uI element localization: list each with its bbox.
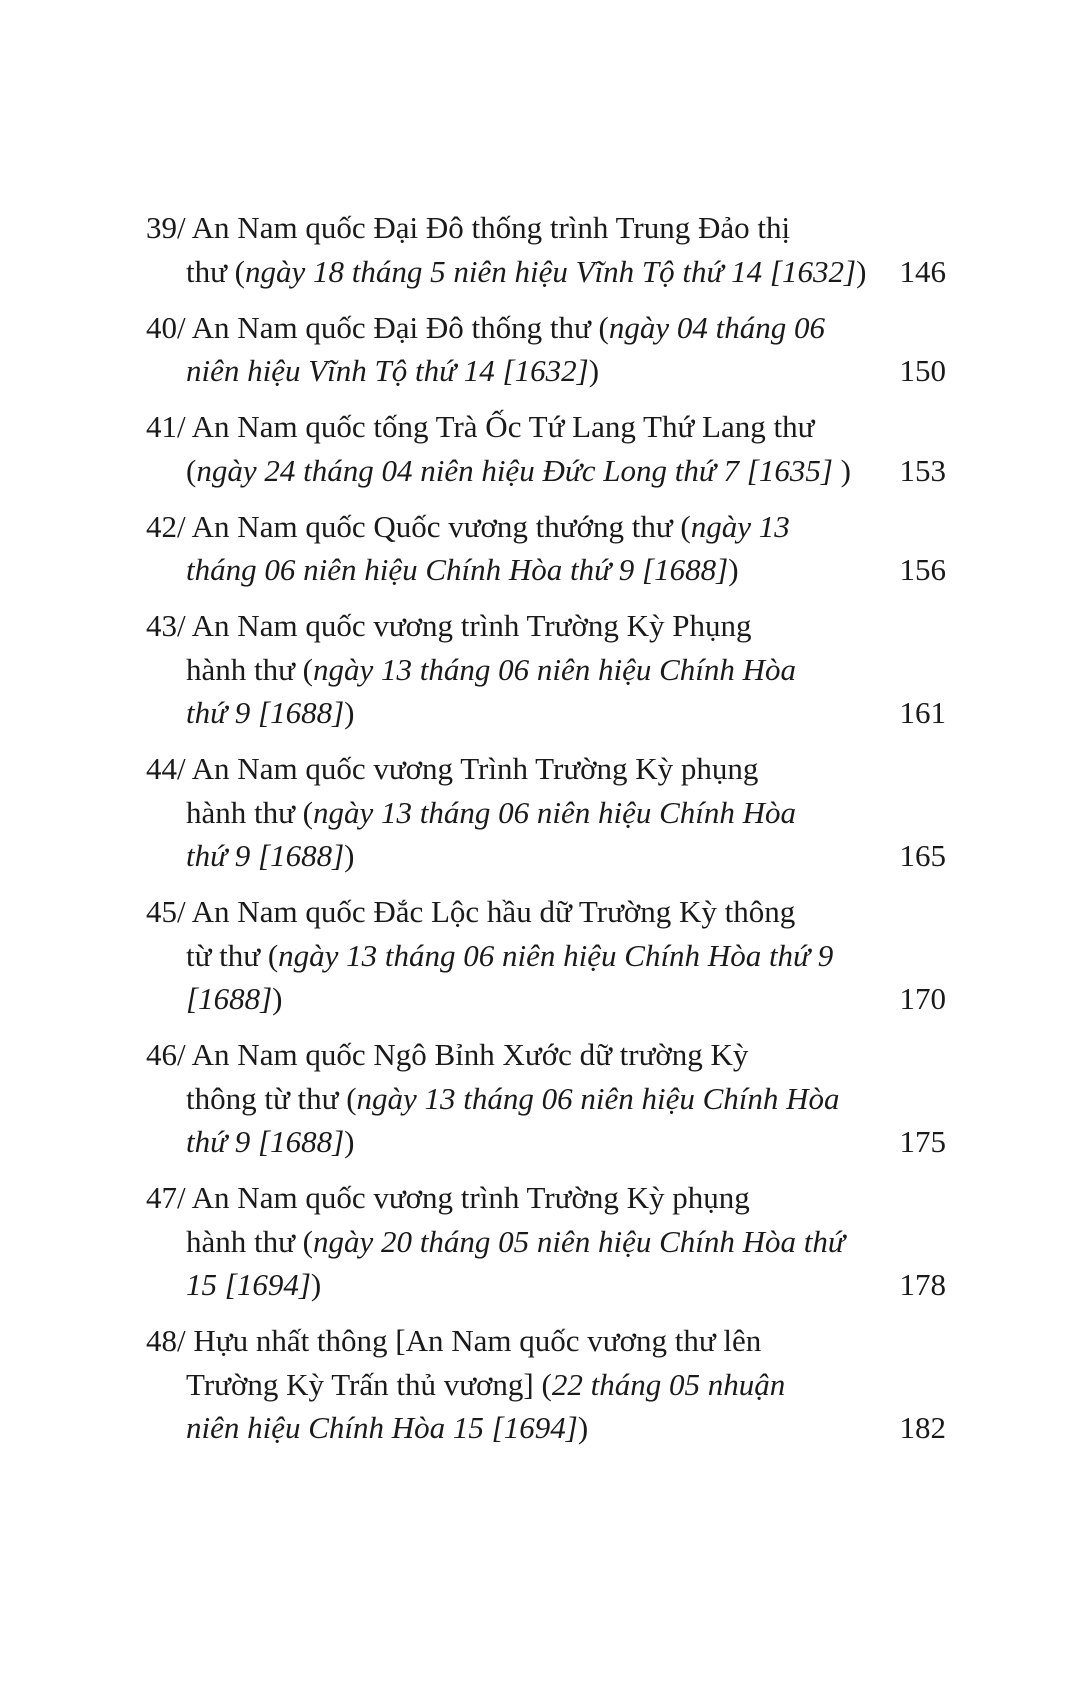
entry-date-italic: 15 [1694] [186, 1267, 311, 1302]
entry-title-text: thông từ thư ( [186, 1080, 357, 1116]
entry-date-italic: ngày 24 tháng 04 niên hiệu Đức Long thứ 7 [1635] [196, 452, 833, 488]
entry-date-italic: ngày 18 tháng 5 niên hiệu Vĩnh Tộ thứ 14 [1632] [245, 253, 857, 289]
toc-entry [146, 604, 946, 735]
entry-date-italic: thứ 9 [1688] [186, 1124, 345, 1159]
page-number: 161 [899, 695, 946, 730]
table-of-contents [146, 206, 946, 1462]
entry-title-text: An Nam quốc Ngô Bỉnh Xước dữ trường Kỳ [191, 1037, 749, 1072]
toc-entry-line [146, 604, 946, 648]
entry-title-text: ) [728, 552, 739, 587]
entry-date-italic: tháng 06 niên hiệu Chính Hòa thứ 9 [1688] [186, 552, 729, 587]
toc-entry-line [146, 791, 946, 835]
entry-title-text: Hựu nhất thông [An Nam quốc vương thư lên [193, 1323, 762, 1358]
toc-entry-line [146, 349, 946, 393]
entry-date-italic: ngày 20 tháng 05 niên hiệu Chính Hòa thứ [313, 1223, 845, 1259]
toc-entry-line [146, 648, 946, 692]
entry-date-italic: ngày 13 tháng 06 niên hiệu Chính Hòa thứ 9 [278, 937, 834, 973]
entry-title-text: từ thư ( [186, 937, 279, 973]
toc-entry-line [146, 934, 946, 978]
entry-title-text: hành thư ( [186, 1223, 313, 1259]
entry-date-italic: niên hiệu Vĩnh Tộ thứ 14 [1632] [186, 353, 589, 388]
toc-entry-line [146, 834, 946, 878]
entry-date-italic: ngày 13 tháng 06 niên hiệu Chính Hòa [356, 1080, 840, 1116]
toc-entry [146, 1319, 946, 1450]
page-number: 150 [899, 353, 946, 388]
entry-date-italic: ngày 13 [690, 508, 790, 544]
entry-title-text: ) [577, 1410, 589, 1445]
entry-title-text: thư ( [186, 253, 245, 289]
toc-entry [146, 747, 946, 878]
entry-number: 46/ [146, 1037, 186, 1072]
entry-date-italic: ngày 04 tháng 06 [608, 309, 825, 345]
entry-title-text: An Nam quốc Quốc vương thướng thư ( [191, 508, 691, 544]
entry-title-text: ) [832, 452, 851, 488]
toc-entry-line [146, 977, 946, 1021]
entry-title-text: hành thư ( [186, 651, 313, 687]
toc-entry-line [146, 1077, 946, 1121]
entry-number: 44/ [146, 751, 186, 786]
entry-title-text: An Nam quốc Đại Đô thống thư ( [191, 309, 609, 345]
entry-number: 42/ [146, 508, 186, 544]
entry-title-text: ( [186, 452, 197, 488]
toc-entry-line [146, 890, 946, 934]
toc-entry-line [146, 1406, 946, 1450]
toc-entry [146, 206, 946, 293]
entry-title-text: An Nam quốc vương Trình Trường Kỳ phụng [191, 751, 759, 786]
page-number: 170 [899, 981, 946, 1016]
entry-title-text: ) [344, 695, 355, 730]
page-number: 175 [899, 1124, 946, 1159]
entry-title-text: ) [588, 353, 600, 388]
toc-entry-line [146, 1263, 946, 1307]
toc-entry-line [146, 449, 946, 493]
entry-number: 40/ [146, 309, 186, 345]
toc-entry-line [146, 691, 946, 735]
entry-date-italic: ngày 13 tháng 06 niên hiệu Chính Hòa [313, 651, 797, 687]
entry-date-italic: 22 tháng 05 nhuận [551, 1366, 786, 1402]
toc-entry-line [146, 1319, 946, 1363]
toc-entry [146, 1176, 946, 1307]
entry-title-text: An Nam quốc vương trình Trường Kỳ phụng [191, 1180, 750, 1215]
toc-entry [146, 1033, 946, 1164]
entry-date-italic: ngày 13 tháng 06 niên hiệu Chính Hòa [313, 794, 797, 830]
toc-entry [146, 405, 946, 492]
entry-date-italic: [1688] [186, 981, 273, 1016]
entry-number: 43/ [146, 608, 186, 643]
entry-title-text: ) [272, 981, 283, 1016]
page-number: 165 [899, 838, 946, 873]
entry-title-text: An Nam quốc vương trình Trường Kỳ Phụng [191, 608, 752, 643]
entry-number: 47/ [146, 1180, 186, 1215]
entry-title-text: An Nam quốc tống Trà Ốc Tứ Lang Thứ Lang thư [191, 409, 815, 444]
entry-number: 45/ [146, 894, 186, 929]
page-number: 146 [899, 253, 946, 289]
entry-date-italic: thứ 9 [1688] [186, 695, 345, 730]
toc-entry-line [146, 206, 946, 250]
toc-entry-line [146, 250, 946, 294]
entry-title-text: ) [344, 838, 355, 873]
toc-entry [146, 890, 946, 1021]
toc-entry-line [146, 405, 946, 449]
entry-number: 48/ [146, 1323, 186, 1358]
toc-entry-line [146, 1220, 946, 1264]
entry-title-text: hành thư ( [186, 794, 313, 830]
page-number: 156 [899, 552, 946, 587]
page-number: 182 [899, 1410, 946, 1445]
toc-entry-line [146, 306, 946, 350]
page-number: 153 [899, 452, 946, 488]
toc-entry [146, 505, 946, 592]
entry-title-text: ) [856, 253, 867, 289]
toc-entry-line [146, 1363, 946, 1407]
toc-entry-line [146, 747, 946, 791]
entry-title-text: An Nam quốc Đắc Lộc hầu dữ Trường Kỳ thông [191, 894, 796, 929]
toc-entry-line [146, 505, 946, 549]
entry-title-text: Trường Kỳ Trấn thủ vương] ( [186, 1366, 552, 1402]
entry-number: 39/ [146, 210, 186, 245]
toc-entry-line [146, 1033, 946, 1077]
page-number: 178 [899, 1267, 946, 1302]
toc-entry-line [146, 1120, 946, 1164]
entry-title-text: An Nam quốc Đại Đô thống trình Trung Đảo thị [191, 210, 791, 245]
toc-entry-line [146, 1176, 946, 1220]
entry-title-text: ) [344, 1124, 355, 1159]
entry-title-text: ) [310, 1267, 322, 1302]
toc-entry-line [146, 548, 946, 592]
entry-number: 41/ [146, 409, 186, 444]
entry-date-italic: niên hiệu Chính Hòa 15 [1694] [186, 1410, 578, 1445]
entry-date-italic: thứ 9 [1688] [186, 838, 345, 873]
toc-entry [146, 306, 946, 393]
